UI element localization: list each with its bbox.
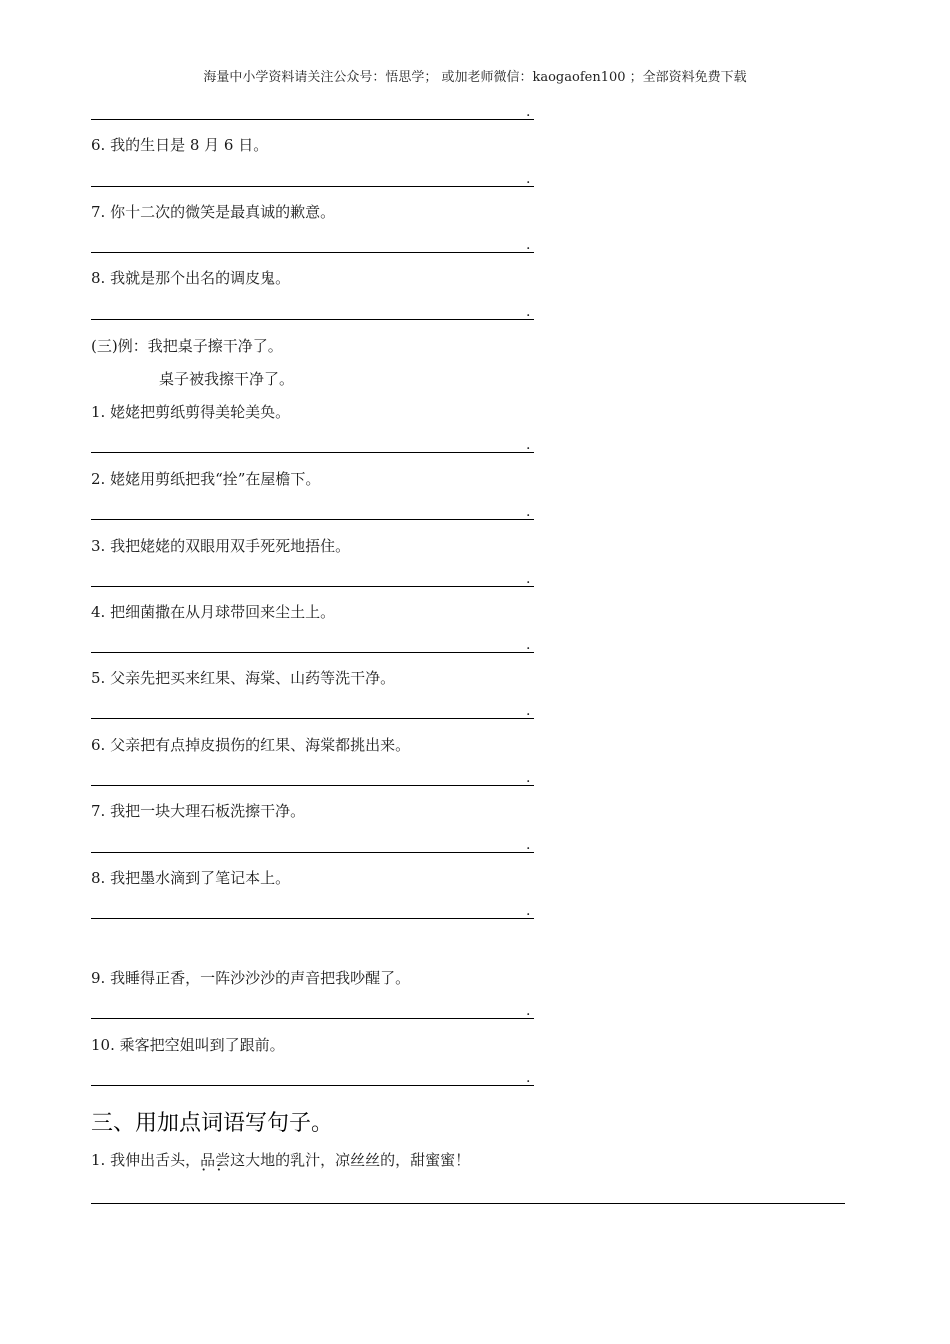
answer-line[interactable]	[91, 852, 534, 853]
exercise-item: 1. 姥姥把剪纸剪得美轮美奂。	[91, 403, 291, 421]
line-end-period: .	[526, 703, 531, 719]
line-end-period: .	[526, 171, 531, 187]
answer-line[interactable]	[91, 319, 534, 320]
answer-line[interactable]	[91, 1018, 534, 1019]
exercise-item: 7. 我把一块大理石板洗擦干净。	[91, 802, 306, 820]
exercise-item	[91, 1150, 470, 1170]
answer-line[interactable]	[91, 586, 534, 587]
exercise-item: 5. 父亲先把买来红果、海棠、山药等洗干净。	[91, 669, 396, 687]
answer-line[interactable]	[91, 119, 534, 120]
example-label: (三)例：我把桌子擦干净了。	[91, 337, 283, 355]
line-end-period: .	[526, 571, 531, 587]
example-answer: 桌子被我擦干净了。	[159, 370, 295, 388]
answer-line[interactable]	[91, 652, 534, 653]
sentence-suffix: 这大地的乳汁，凉丝丝的，甜蜜蜜！	[230, 1151, 471, 1169]
line-end-period: .	[526, 903, 531, 919]
exercise-item: 7. 你十二次的微笑是最真诚的歉意。	[91, 203, 336, 221]
exercise-item: 6. 我的生日是 8 月 6 日。	[91, 136, 269, 154]
answer-line[interactable]	[91, 718, 534, 719]
exercise-item: 4. 把细菌撒在从月球带回来尘土上。	[91, 603, 336, 621]
line-end-period: .	[526, 304, 531, 320]
line-end-period: .	[526, 237, 531, 253]
line-end-period: .	[526, 637, 531, 653]
exercise-item: 9. 我睡得正香，一阵沙沙沙的声音把我吵醒了。	[91, 969, 411, 987]
answer-line[interactable]	[91, 252, 534, 253]
page-header: 海量中小学资料请关注公众号：悟思学； 或加老师微信：kaogaofen100 ；全部资料免费下载	[203, 70, 747, 85]
line-end-period: .	[526, 437, 531, 453]
exercise-item: 8. 我就是那个出名的调皮鬼。	[91, 269, 291, 287]
answer-line[interactable]	[91, 519, 534, 520]
section-title: 三、用加点词语写句子。	[91, 1111, 334, 1136]
emphasized-word: 品尝 · ·	[200, 1150, 230, 1170]
answer-line[interactable]	[91, 1085, 534, 1086]
exercise-item: 3. 我把姥姥的双眼用双手死死地捂住。	[91, 537, 351, 555]
exercise-item: 2. 姥姥用剪纸把我“拴”在屋檐下。	[91, 470, 321, 488]
exercise-item: 8. 我把墨水滴到了笔记本上。	[91, 869, 291, 887]
answer-line[interactable]	[91, 186, 534, 187]
exercise-item: 6. 父亲把有点掉皮损伤的红果、海棠都挑出来。	[91, 736, 411, 754]
line-end-period: .	[526, 104, 531, 120]
line-end-period: .	[526, 770, 531, 786]
line-end-period: .	[526, 504, 531, 520]
answer-line[interactable]	[91, 1203, 845, 1204]
answer-line[interactable]	[91, 918, 534, 919]
line-end-period: .	[526, 1003, 531, 1019]
line-end-period: .	[526, 1070, 531, 1086]
line-end-period: .	[526, 837, 531, 853]
answer-line[interactable]	[91, 785, 534, 786]
answer-line[interactable]	[91, 452, 534, 453]
sentence-prefix: 1. 我伸出舌头，	[91, 1151, 201, 1169]
exercise-item: 10. 乘客把空姐叫到了跟前。	[91, 1036, 285, 1054]
